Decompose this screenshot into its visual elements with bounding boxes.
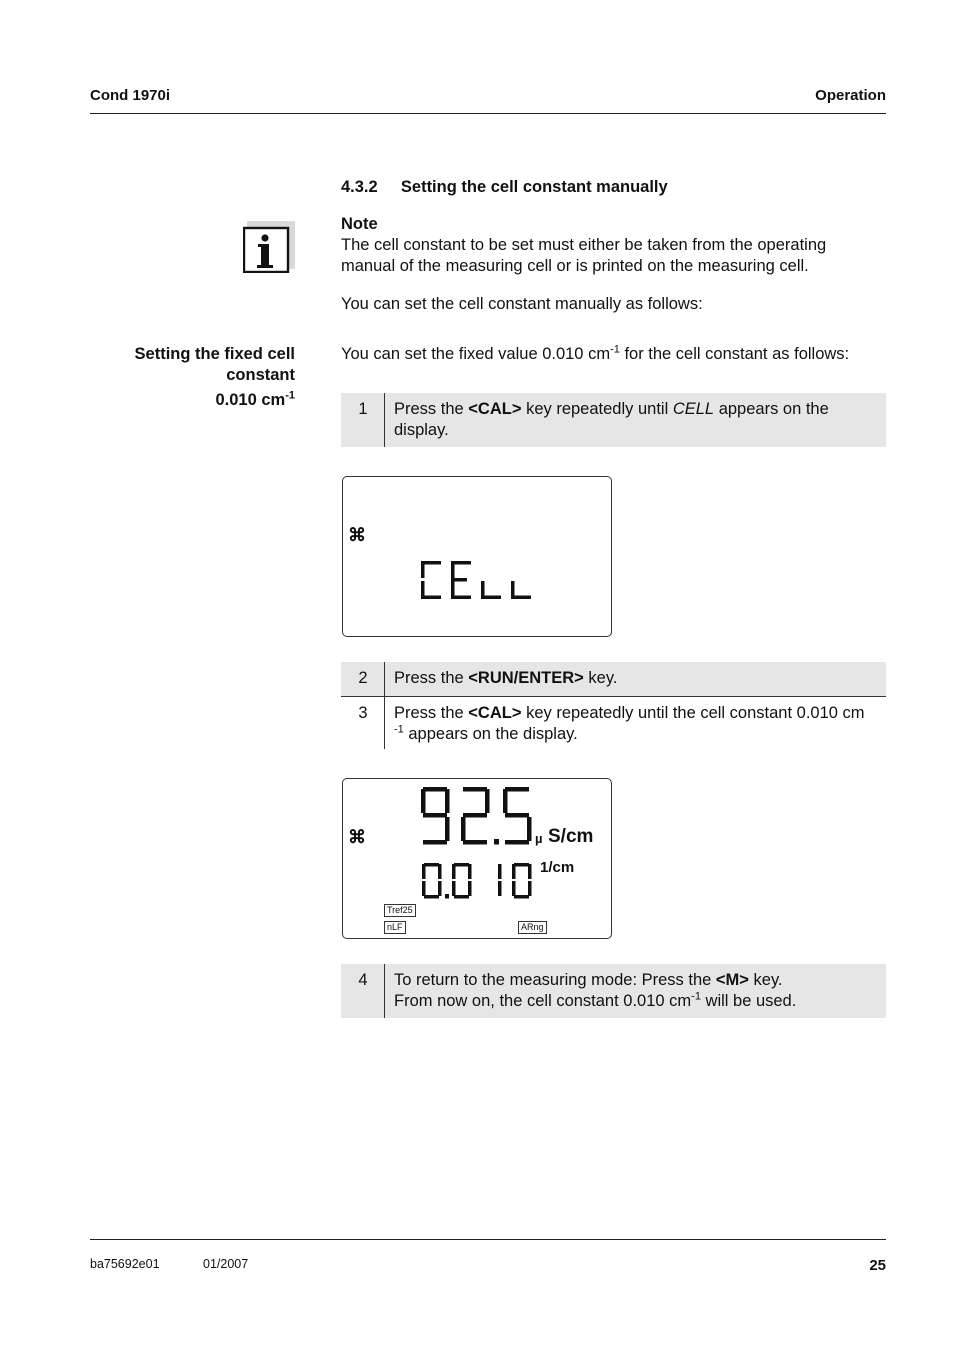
fixed-intro-pre: You can set the fixed value 0.010 cm (341, 345, 611, 363)
header-title: Cond 1970i (90, 87, 171, 104)
sub-unit: 1/cm (540, 859, 575, 876)
lcd-sub-value (421, 861, 537, 901)
section-number: 4.3.2 (341, 178, 378, 196)
lcd-main-value (419, 785, 537, 849)
side-heading-line3: 0.010 cm (215, 391, 286, 409)
step-separator (384, 662, 385, 696)
unit-mu: µ (535, 831, 543, 846)
footer-rule (90, 1239, 886, 1240)
intro-text: You can set the cell constant manually as follows: (341, 295, 703, 313)
footer-date: 01/2007 (203, 1257, 249, 1271)
step-row-4 (341, 964, 886, 1018)
header-rule (90, 113, 886, 114)
note-title: Note (341, 215, 378, 233)
section-title: Setting the cell constant manually (400, 178, 668, 196)
fixed-intro-post: for the cell constant as follows: (619, 345, 850, 363)
step-row-1 (341, 393, 886, 447)
step-number: 2 (358, 669, 368, 687)
side-heading-line2: constant (226, 366, 295, 384)
step-row-2 (341, 662, 886, 696)
step-text: To return to the measuring mode: Press the <M> key. From now on, the cell constant 0.010 $cm^{-1}$ will be used. (394, 971, 797, 1010)
tref-indicator: Tref25 (384, 904, 416, 917)
fixed-intro-sup: -1 (610, 343, 620, 356)
cell-symbol-icon: ⌘ (348, 827, 366, 847)
step-number: 4 (358, 971, 368, 989)
header-section: Operation (815, 87, 886, 104)
step-row-3 (341, 697, 886, 749)
step-text: Press the <CAL> key repeatedly until CELL appears on the display. (394, 400, 829, 439)
footer-doc-id: ba75692e01 (90, 1257, 160, 1271)
step-separator (384, 393, 385, 447)
main-unit: S/cm (548, 826, 594, 847)
step-number: 3 (358, 704, 368, 722)
lcd-cell-text (419, 559, 539, 601)
arng-indicator: ARng (518, 921, 547, 934)
side-heading-sup: -1 (285, 389, 295, 402)
step-separator (384, 697, 385, 749)
info-icon (243, 221, 295, 273)
step-text: Press the <RUN/ENTER> key. (394, 669, 618, 687)
side-heading-line1: Setting the fixed cell (134, 345, 295, 363)
step-separator (384, 964, 385, 1018)
cell-symbol-icon: ⌘ (348, 525, 366, 545)
step-number: 1 (358, 400, 368, 418)
step-text: Press the <CAL> key repeatedly until the cell constant 0.010 cm $^{-1}$ appears on the display. (394, 704, 865, 743)
nlf-indicator: nLF (384, 921, 406, 934)
lcd-display-cell (342, 476, 612, 637)
side-heading (135, 344, 295, 411)
page-number: 25 (869, 1257, 886, 1274)
fixed-intro (341, 344, 849, 365)
note-text: The cell constant to be set must either be taken from the operating manual of the measuring cell or is printed on the measuring cell. (341, 236, 827, 275)
section-heading (341, 178, 668, 197)
lcd-display-value (342, 778, 612, 939)
